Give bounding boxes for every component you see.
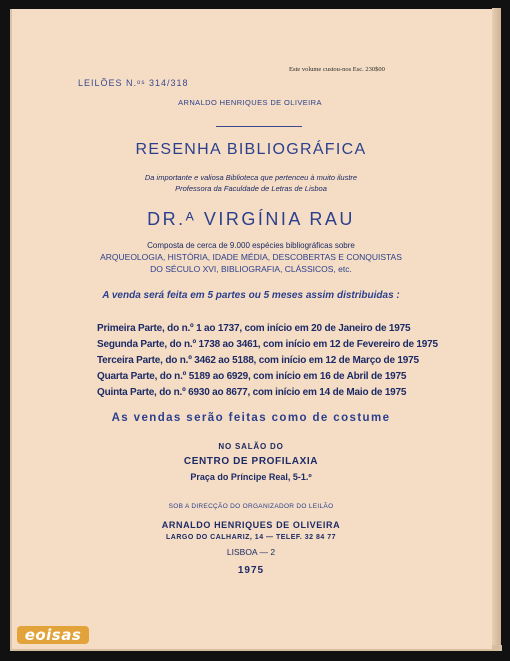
organizer-name: ARNALDO HENRIQUES DE OLIVEIRA	[161, 520, 341, 530]
organizer-top: ARNALDO HENRIQUES DE OLIVEIRA	[178, 98, 322, 107]
composed-line-1: Composta de cerca de 9.000 espécies bibliográficas sobre	[147, 241, 355, 250]
catalog-cover	[10, 9, 492, 649]
schedule-part-1: Primeira Parte, do n.º 1 ao 1737, com início em 20 de Janeiro de 1975	[97, 323, 411, 334]
sale-intro: A venda será feita em 5 partes ou 5 meses assim distribuidas :	[102, 290, 400, 301]
schedule-part-2: Segunda Parte, do n.º 1738 ao 3461, com início em 12 de Fevereiro de 1975	[97, 339, 438, 350]
composed-line-2: ARQUEOLOGIA, HISTÓRIA, IDADE MÉDIA, DESCOBERTAS E CONQUISTAS	[100, 252, 402, 262]
cost-note: Este volume custou-nos Esc. 230$00	[289, 66, 385, 73]
schedule-part-3: Terceira Parte, do n.º 3462 ao 5188, com início em 12 de Março de 1975	[97, 355, 419, 366]
schedule-part-5: Quinta Parte, do n.º 6930 ao 8677, com início em 14 de Maio de 1975	[97, 387, 407, 398]
organizer-city: LISBOA — 2	[226, 547, 276, 557]
catalog-year: 1975	[237, 565, 265, 576]
title-rule	[216, 126, 302, 127]
honoree-name: DR.ᴬ VIRGÍNIA RAU	[147, 209, 355, 229]
book-spine-edge	[492, 8, 501, 650]
catalog-title: RESENHA BIBLIOGRÁFICA	[135, 141, 367, 158]
lots-number: LEILÕES N.ᵒˢ 314/318	[78, 78, 189, 88]
subtitle-line-2: Professora da Faculdade de Letras de Lisboa	[175, 184, 327, 193]
venue-name: CENTRO DE PROFILAXIA	[183, 456, 319, 467]
organizer-address: LARGO DO CALHARIZ, 14 — TELEF. 32 84 77	[165, 534, 337, 541]
composed-line-3: DO SÉCULO XVI, BIBLIOGRAFIA, CLÁSSICOS, etc.	[150, 264, 352, 274]
schedule-part-4: Quarta Parte, do n.º 5189 ao 6929, com início em 16 de Abril de 1975	[97, 371, 407, 382]
subtitle-line-1: Da importante e valiosa Biblioteca que pertenceu à muito ilustre	[144, 173, 358, 182]
sales-custom-note: As vendas serão feitas como de costume	[111, 412, 391, 424]
venue-prefix: NO SALÃO DO	[218, 442, 284, 451]
venue-address: Praça do Príncipe Real, 5-1.º	[190, 472, 312, 482]
watermark-logo: eoisas	[17, 626, 89, 644]
direction-note: SOB A DIRECÇÃO DO ORGANIZADOR DO LEILÃO	[168, 503, 334, 510]
